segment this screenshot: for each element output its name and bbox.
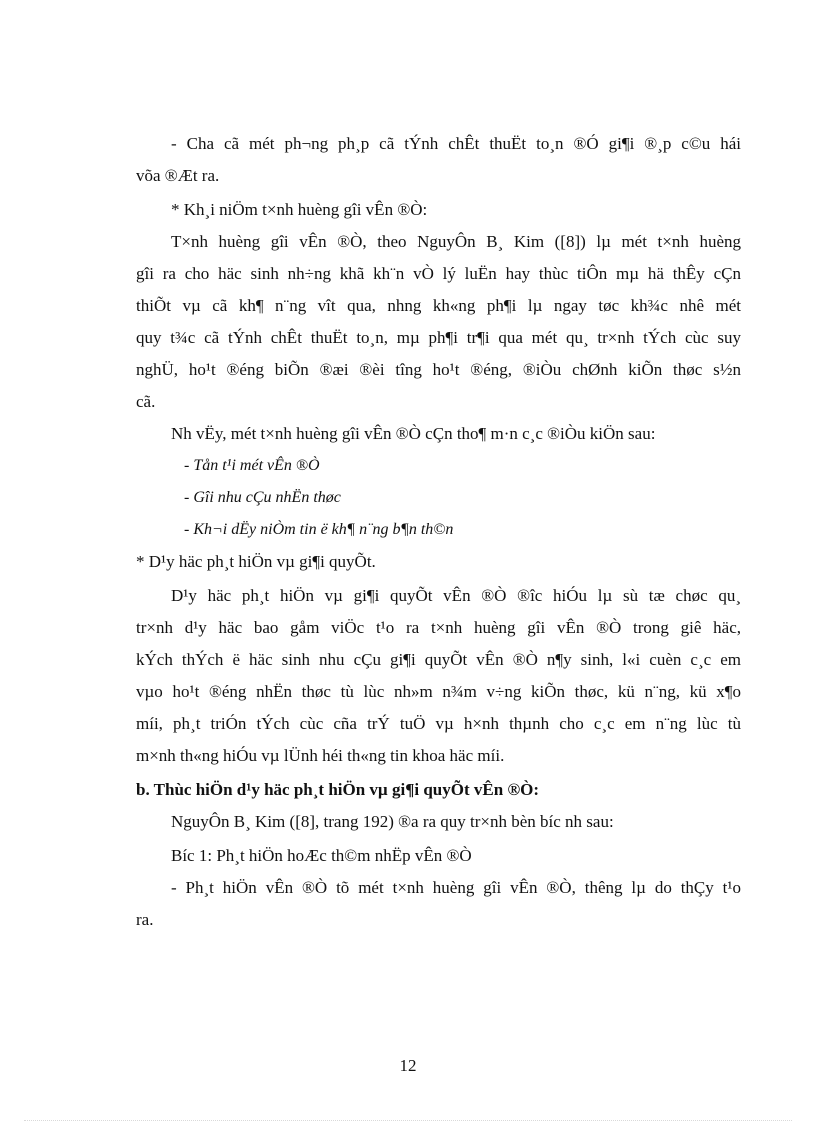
- text-line: - Cha cã mét ph¬ng ph¸p cã tÝnh chÊt thuËt to¸n ®Ó gi¶i ®¸p c©u hái: [171, 134, 741, 153]
- text-line: võa ®Æt ra.: [136, 166, 220, 185]
- text-line: D¹y häc ph¸t hiÖn vµ gi¶i quyÕt vÊn ®Ò ®îc hiÓu lµ sù tæ chøc qu¸: [171, 586, 741, 605]
- text-line: ra.: [136, 910, 154, 929]
- list-item: - Gîi nhu cÇu nhËn thøc: [184, 489, 341, 506]
- text-line: quy t¾c cã tÝnh chÊt thuËt to¸n, mµ ph¶i tr¶i qua mét qu¸ tr×nh tÝch cùc suy: [136, 328, 741, 347]
- text-line: NguyÔn B¸ Kim ([8], trang 192) ®a ra quy tr×nh bèn bíc nh sau:: [171, 812, 614, 831]
- text-line: gîi ra cho häc sinh nh÷ng khã kh¨n vÒ lý luËn hay thùc tiÔn mµ hä thÊy cÇn: [136, 264, 741, 283]
- text-line: míi, ph¸t triÓn tÝch cùc cña trÝ tuÖ vµ h×nh thµnh cho c¸c em n¨ng lùc tù: [136, 714, 741, 733]
- text-line: - Ph¸t hiÖn vÊn ®Ò tõ mét t×nh huèng gîi vÊn ®Ò, thêng lµ do thÇy t¹o: [171, 878, 741, 897]
- list-item: - Tån t¹i mét vÊn ®Ò: [184, 457, 320, 474]
- section-heading: * Kh¸i niÖm t×nh huèng gîi vÊn ®Ò:: [171, 200, 428, 219]
- section-heading: * D¹y häc ph¸t hiÖn vµ gi¶i quyÕt.: [136, 552, 376, 571]
- text-line: tr×nh d¹y häc bao gåm viÖc t¹o ra t×nh huèng gîi vÊn ®Ò trong giê häc,: [136, 618, 741, 637]
- list-item: - Kh¬i dËy niÒm tin ë kh¶ n¨ng b¶n th©n: [184, 521, 454, 538]
- text-line: thiÕt vµ cã kh¶ n¨ng vît qua, nhng kh«ng ph¶i lµ ngay tøc kh¾c nhê mét: [136, 296, 741, 315]
- text-line: kÝch thÝch ë häc sinh nhu cÇu gi¶i quyÕt vÊn ®Ò n¶y sinh, l«i cuèn c¸c em: [136, 650, 741, 669]
- text-line: Nh vËy, mét t×nh huèng gîi vÊn ®Ò cÇn tho¶ m·n c¸c ®iÒu kiÖn sau:: [171, 424, 656, 443]
- page-bottom-divider: [24, 1120, 792, 1121]
- text-line: vµo ho¹t ®éng nhËn thøc tù lùc nh»m n¾m v÷ng kiÕn thøc, kü n¨ng, kü x¶o: [136, 682, 741, 701]
- section-heading: b. Thùc hiÖn d¹y häc ph¸t hiÖn vµ gi¶i quyÕt vÊn ®Ò:: [136, 780, 540, 799]
- text-line: Bíc 1: Ph¸t hiÖn hoÆc th©m nhËp vÊn ®Ò: [171, 846, 472, 865]
- text-line: m×nh th«ng hiÓu vµ lÜnh héi th«ng tin khoa häc míi.: [136, 746, 505, 765]
- page-number: 12: [399, 1056, 417, 1075]
- text-line: cã.: [136, 392, 156, 411]
- text-line: nghÜ, ho¹t ®éng biÕn ®æi ®èi tîng ho¹t ®éng, ®iÒu chØnh kiÕn thøc s½n: [136, 360, 741, 379]
- text-line: T×nh huèng gîi vÊn ®Ò, theo NguyÔn B¸ Kim ([8]) lµ mét t×nh huèng: [171, 232, 741, 251]
